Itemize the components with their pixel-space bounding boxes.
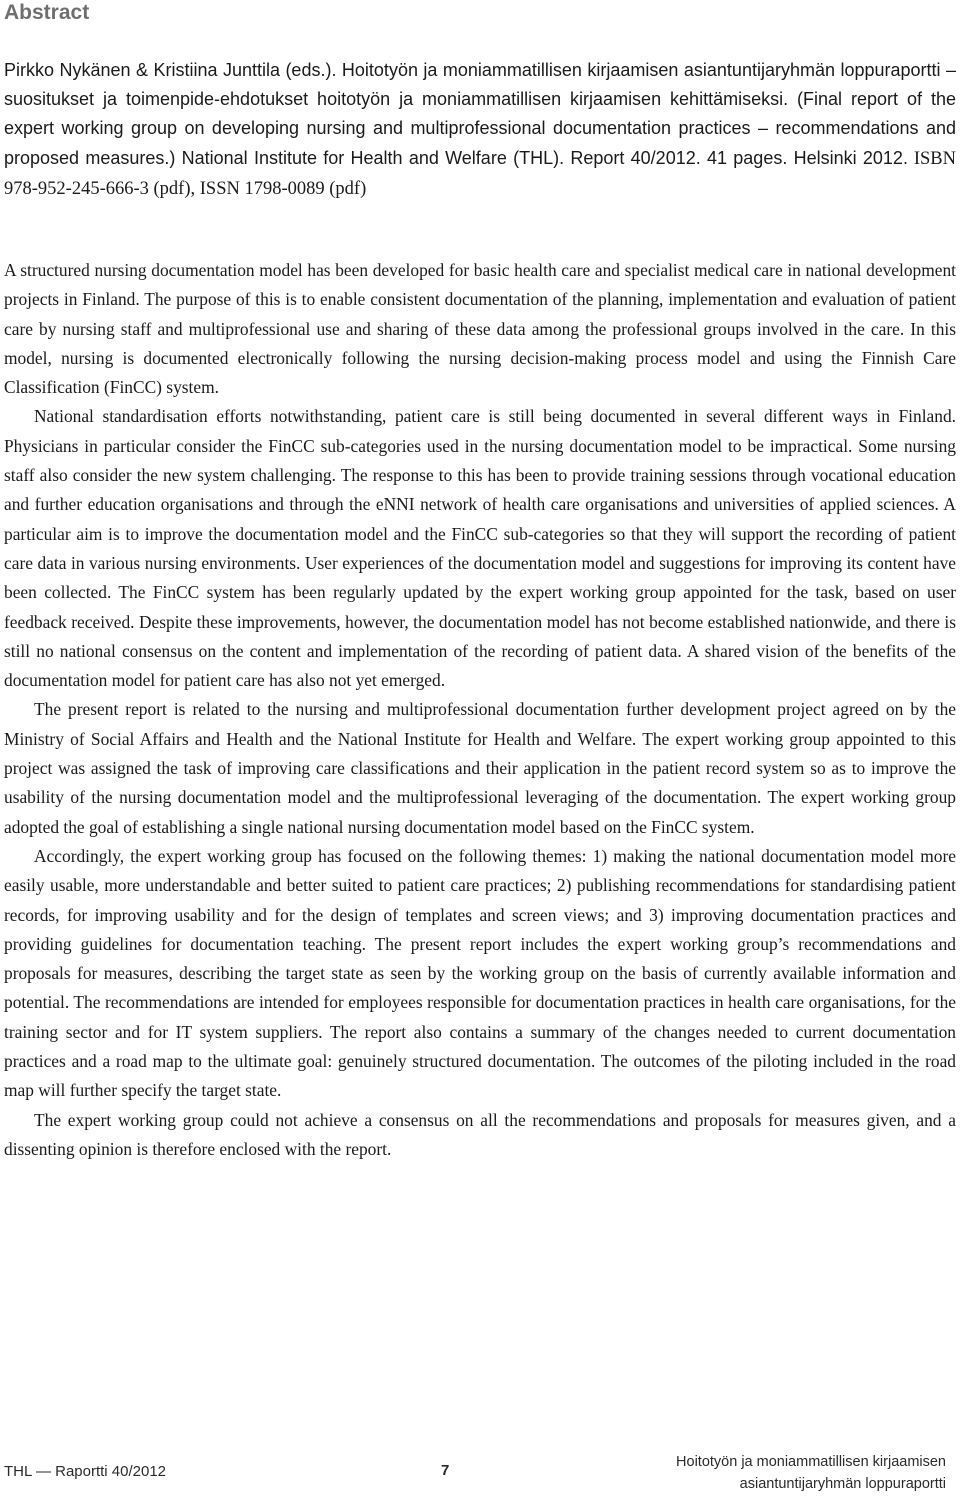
abstract-paragraph-3: The present report is related to the nursing and multiprofessional documentation further development project agreed on by the Ministry of Social Affairs and Health and the National Institute for Health and Welfare. The expert working group appointed to this project was assigned the task of improving care classifications and their application in the patient record system so as to improve the usability of the nursing documentation model and the multiprofessional leveraging of the documentation. The expert working group adopted the goal of establishing a single national nursing documentation model based on the FinCC system. <box>4 699 956 837</box>
abstract-paragraph-2: National standardisation efforts notwithstanding, patient care is still being documented in several different ways in Finland. Physicians in particular consider the FinCC sub-categories used in the nursing documentation model to be impractical. Some nursing staff also consider the new system challenging. The response to this has been to provide training sessions through vocational education and further education organisations and through the eNNI network of health care organisations and universities of applied sciences. A particular aim is to improve the documentation model and the FinCC sub-categories so that they will support the recording of patient care data in various nursing environments. User experiences of the documentation model and suggestions for improving its content have been collected. The FinCC system has been regularly updated by the expert working group appointed for the task, based on user feedback received. Despite these improvements, however, the documentation model has not become established nationwide, and there is still no national consensus on the content and implementation of the recording of patient data. A shared vision of the benefits of the documentation model for patient care has also not yet emerged. <box>4 406 956 691</box>
footer-series: THL — Raportti 40/2012 <box>4 1463 167 1480</box>
abstract-paragraph-4: Accordingly, the expert working group has focused on the following themes: 1) making the national documentation model more easily usable, more understandable and better suited to patient care practices; 2) publishing recommendations for standardising patient records, for improving usability and for the design of templates and screen views; and 3) improving documentation practices and providing guidelines for documentation teaching. The present report includes the expert working group’s recommendations and proposals for measures, describing the target state as seen by the working group on the basis of currently available information and potential. The recommendations are intended for employees responsible for documentation practices in health care organisations, for the training sector and for IT system suppliers. The report also contains a summary of the changes needed to current documentation practices and a road map to the ultimate goal: genuinely structured documentation. The outcomes of the piloting included in the road map will further specify the target state. <box>4 845 956 1101</box>
page-heading: Abstract <box>4 1 90 24</box>
footer-page-number: 7 <box>441 1462 450 1479</box>
footer-running-title <box>676 1451 946 1495</box>
footer-running-title-line1: Hoitotyön ja moniammatillisen kirjaamisen <box>676 1454 946 1470</box>
abstract-paragraph-1: A structured nursing documentation model has been developed for basic health care and specialist medical care in national development projects in Finland. The purpose of this is to enable consistent documentation of the planning, implementation and evaluation of patient care by nursing staff and multiprofessional use and sharing of these data among the professional groups involved in the care. In this model, nursing is documented electronically following the nursing decision-making process model and using the Finnish Care Classification (FinCC) system. <box>4 260 956 398</box>
footer-running-title-line2: asiantuntijaryhmän loppuraportti <box>739 1476 946 1492</box>
citation-isbn: ISBN 978-952-245-666-3 (pdf), ISSN 1798-0089 (pdf) <box>4 148 956 199</box>
abstract-body <box>4 256 956 1164</box>
abstract-paragraph-5: The expert working group could not achieve a consensus on all the recommendations and proposals for measures given, and a dissenting opinion is therefore enclosed with the report. <box>4 1109 956 1159</box>
citation-main: Pirkko Nykänen & Kristiina Junttila (eds.). Hoitotyön ja moniammatillisen kirjaamisen asiantuntijaryhmän loppuraportti – suositukset ja toimenpide-ehdotukset hoitotyön ja moniammatillisen kirjaamisen kehittämiseksi. (Final report of the expert working group on developing nursing and multiprofessional documentation practices – recommendations and proposed measures.) National Institute for Health and Welfare (THL). Report 40/2012. 41 pages. Helsinki 2012. <box>4 60 956 168</box>
bibliographic-citation <box>4 56 956 204</box>
